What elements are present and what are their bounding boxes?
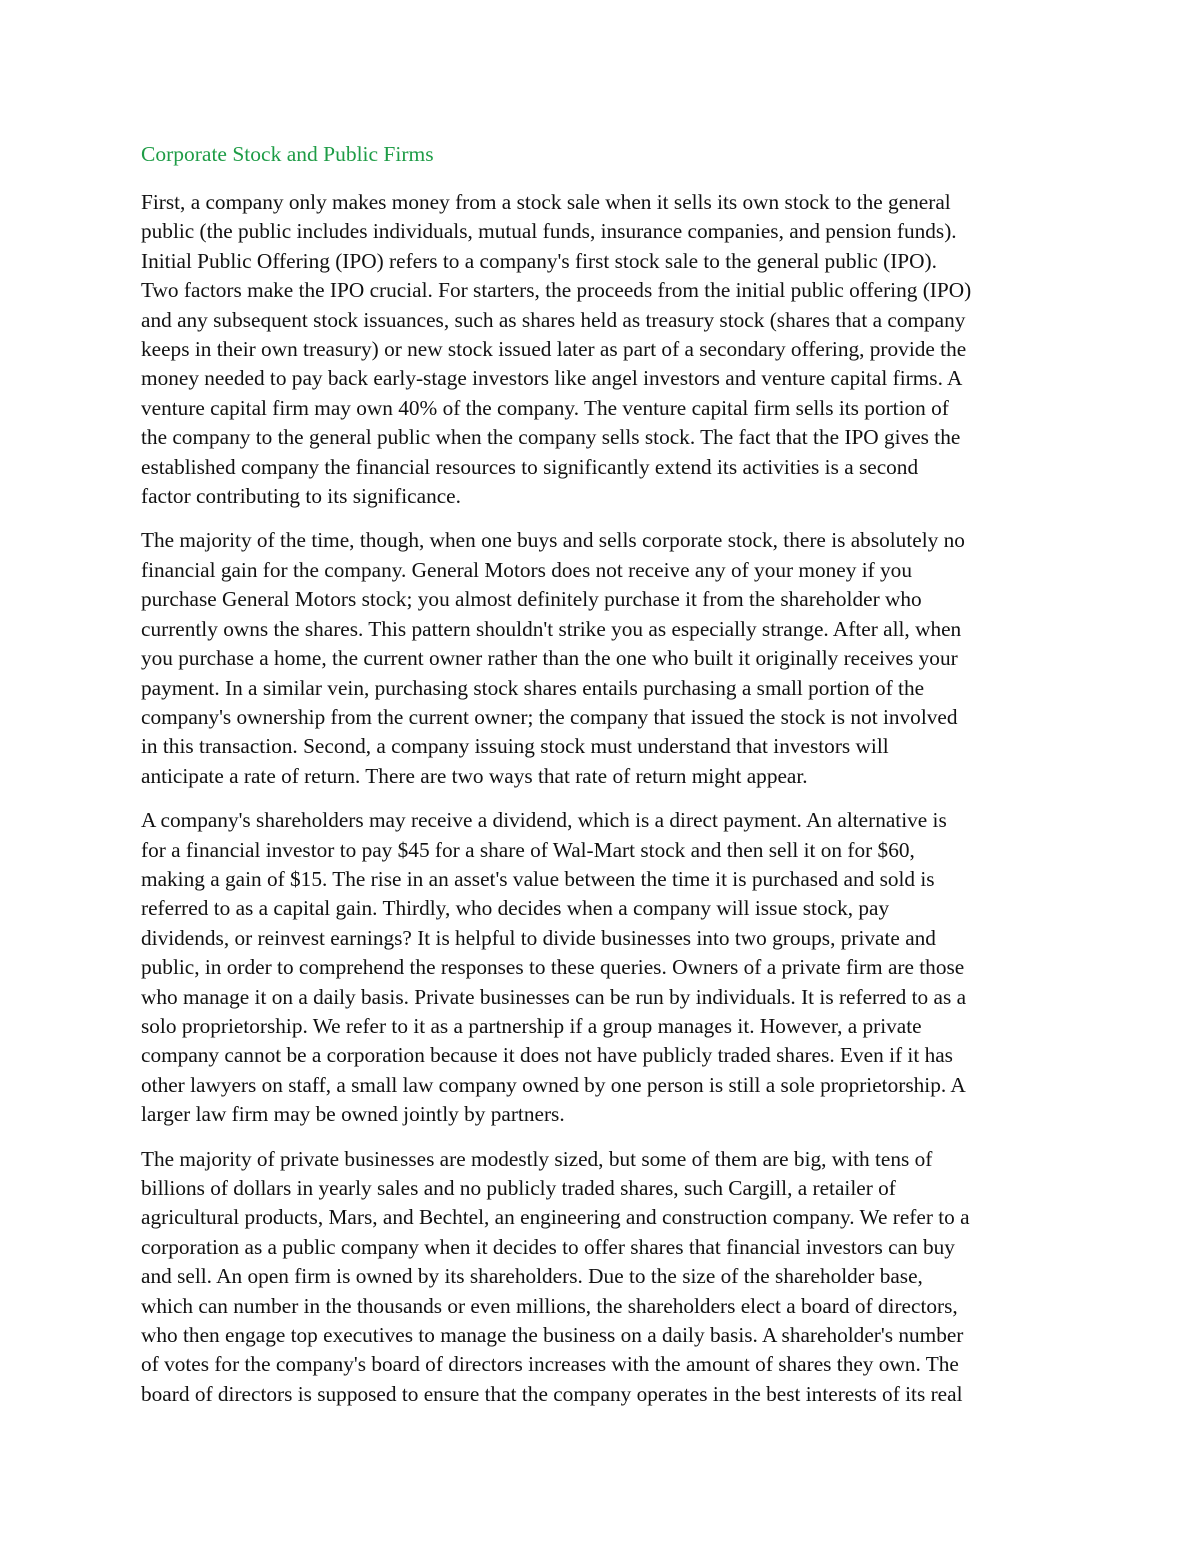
text-line: who then engage top executives to manage the business on a daily basis. A shareholder's number [141, 1323, 964, 1348]
text-line: referred to as a capital gain. Thirdly, who decides when a company will issue stock, pay [141, 896, 890, 921]
text-line: established company the financial resources to significantly extend its activities is a second [141, 454, 919, 479]
text-line: First, a company only makes money from a stock sale when it sells its own stock to the general [141, 190, 951, 214]
text-line: The majority of private businesses are modestly sized, but some of them are big, with tens of [141, 1146, 933, 1171]
text-line: public, in order to comprehend the responses to these queries. Owners of a private firm are those [141, 955, 965, 980]
text-line: payment. In a similar vein, purchasing stock shares entails purchasing a small portion of the [141, 675, 925, 700]
text-line: billions of dollars in yearly sales and no publicly traded shares, such Cargill, a retailer of [141, 1176, 896, 1200]
text-line: who manage it on a daily basis. Private businesses can be run by individuals. It is referred to as a [141, 984, 967, 1009]
text-line: larger law firm may be owned jointly by partners. [141, 1102, 565, 1127]
paragraph [141, 188, 1061, 511]
text-line: Two factors make the IPO crucial. For starters, the proceeds from the initial public offering (IPO) [141, 278, 972, 303]
paragraph [141, 1145, 1061, 1410]
document-body [141, 188, 1061, 1409]
text-line: solo proprietorship. We refer to it as a partnership if a group manages it. However, a private [141, 1013, 922, 1038]
text-line: and sell. An open firm is owned by its shareholders. Due to the size of the shareholder base, [141, 1264, 923, 1289]
text-line: financial gain for the company. General Motors does not receive any of your money if you [141, 557, 912, 582]
text-line: which can number in the thousands or even millions, the shareholders elect a board of directors, [141, 1293, 958, 1318]
text-line: company's ownership from the current owner; the company that issued the stock is not involved [141, 704, 958, 729]
text-line: The majority of the time, though, when one buys and sells corporate stock, there is absolutely no [141, 528, 965, 553]
text-line: Initial Public Offering (IPO) refers to a company's first stock sale to the general public (IPO). [141, 248, 937, 273]
text-line: corporation as a public company when it decides to offer shares that financial investors can buy [141, 1234, 955, 1259]
text-line: currently owns the shares. This pattern shouldn't strike you as especially strange. After all, when [141, 616, 962, 641]
text-line: venture capital firm may own 40% of the company. The venture capital firm sells its portion of [141, 395, 949, 420]
text-line: public (the public includes individuals, mutual funds, insurance companies, and pension funds). [141, 219, 957, 244]
text-line: anticipate a rate of return. There are two ways that rate of return might appear. [141, 763, 808, 788]
text-line: purchase General Motors stock; you almost definitely purchase it from the shareholder who [141, 587, 922, 612]
text-line: and any subsequent stock issuances, such as shares held as treasury stock (shares that a company [141, 307, 966, 332]
text-line: dividends, or reinvest earnings? It is helpful to divide businesses into two groups, private and [141, 925, 936, 950]
text-line: other lawyers on staff, a small law company owned by one person is still a sole proprietorship. A [141, 1072, 966, 1097]
text-line: A company's shareholders may receive a dividend, which is a direct payment. An alternative is [141, 808, 947, 833]
text-line: making a gain of $15. The rise in an asset's value between the time it is purchased and sold is [141, 866, 935, 891]
text-line: the company to the general public when the company sells stock. The fact that the IPO gives the [141, 425, 961, 450]
text-line: board of directors is supposed to ensure that the company operates in the best interests of its real [141, 1381, 963, 1406]
text-line: in this transaction. Second, a company issuing stock must understand that investors will [141, 734, 889, 759]
text-line: money needed to pay back early-stage investors like angel investors and venture capital firms. A [141, 366, 963, 391]
text-line: keeps in their own treasury) or new stock issued later as part of a secondary offering, provide the [141, 337, 967, 362]
document-page [141, 140, 1061, 1424]
text-line: company cannot be a corporation because it does not have publicly traded shares. Even if it has [141, 1043, 953, 1068]
text-line: for a financial investor to pay $45 for a share of Wal-Mart stock and then sell it on for $60, [141, 837, 915, 862]
paragraph [141, 526, 1061, 791]
text-line: you purchase a home, the current owner rather than the one who built it originally receives your [141, 646, 958, 671]
paragraph [141, 806, 1061, 1129]
text-line: of votes for the company's board of directors increases with the amount of shares they own. The [141, 1352, 959, 1377]
text-line: factor contributing to its significance. [141, 484, 461, 509]
text-line: agricultural products, Mars, and Bechtel, an engineering and construction company. We refer to a [141, 1205, 970, 1230]
document-title: Corporate Stock and Public Firms [141, 142, 434, 166]
